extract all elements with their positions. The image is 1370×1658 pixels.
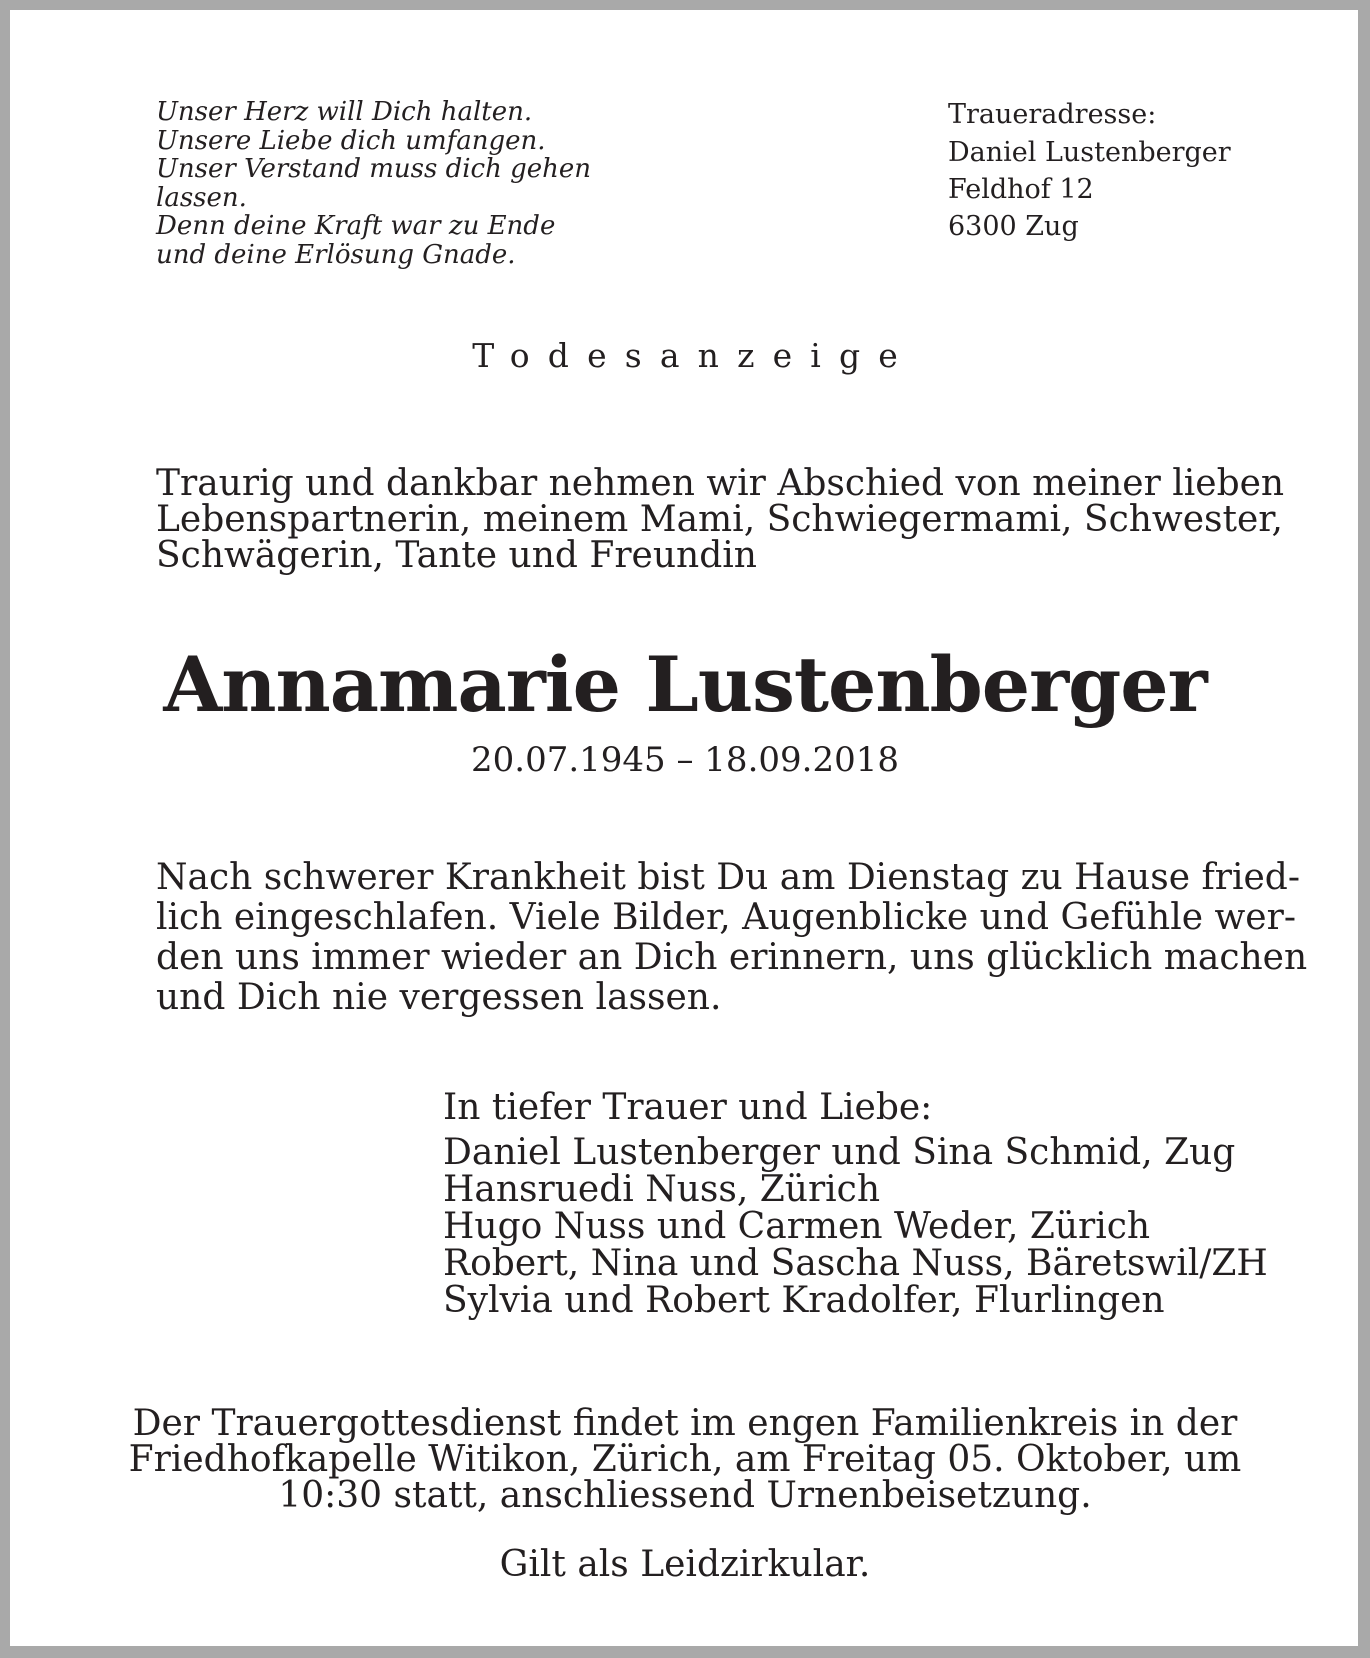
intro-text [156, 463, 1285, 576]
address-label: Traueradresse: [948, 99, 1157, 130]
body-text [156, 857, 1308, 1018]
intro-line: Traurig und dankbar nehmen wir Abschied von meiner lieben [156, 463, 1285, 504]
service-info [0, 1403, 1370, 1516]
address-name: Daniel Lustenberger [948, 137, 1231, 168]
body-line: lich eingeschlafen. Viele Bilder, Augenblicke und Gefühle wer- [156, 897, 1296, 938]
mourner-entry: Robert, Nina und Sascha Nuss, Bäretswil/ZH [443, 1243, 1268, 1284]
service-line: Friedhofkapelle Witikon, Zürich, am Freitag 05. Oktober, um [128, 1439, 1242, 1480]
poem-line: Unsere Liebe dich umfangen. [156, 125, 546, 156]
intro-line: Schwägerin, Tante und Freundin [156, 535, 757, 576]
mourner-entry: Daniel Lustenberger und Sina Schmid, Zug [443, 1132, 1236, 1173]
mourner-entry: Hugo Nuss und Carmen Weder, Zürich [443, 1206, 1151, 1247]
poem-line: lassen. [156, 182, 247, 213]
intro-line: Lebenspartnerin, meinem Mami, Schwiegermami, Schwester, [156, 499, 1283, 540]
closing-note: Gilt als Leidzirkular. [499, 1544, 871, 1585]
body-line: den uns immer wieder an Dich erinnern, uns glücklich machen [156, 937, 1308, 978]
service-line: 10:30 statt, anschliessend Urnenbeisetzung. [278, 1475, 1092, 1516]
address-street: Feldhof 12 [948, 174, 1094, 205]
service-line: Der Trauergottesdienst findet im engen Familienkreis in der [132, 1403, 1238, 1444]
poem-line: und deine Erlösung Gnade. [156, 239, 516, 270]
life-dates: 20.07.1945 – 18.09.2018 [471, 740, 899, 780]
body-line: Nach schwerer Krankheit bist Du am Dienstag zu Hause fried- [156, 857, 1301, 898]
mourning-address [948, 96, 1328, 245]
poem-line: Unser Verstand muss dich gehen [156, 154, 592, 184]
mourner-entry: Sylvia und Robert Kradolfer, Flurlingen [443, 1280, 1165, 1321]
deceased-name: Annamarie Lustenberger [163, 640, 1207, 729]
poem-line: Denn deine Kraft war zu Ende [156, 211, 556, 241]
mourners-label: In tiefer Trauer und Liebe: [443, 1087, 933, 1128]
poem-block [156, 98, 616, 269]
mourners-list [443, 1087, 1268, 1321]
address-city: 6300 Zug [948, 211, 1079, 242]
poem-line: Unser Herz will Dich halten. [156, 97, 533, 127]
notice-heading: Todesanzeige [472, 336, 916, 375]
mourner-entry: Hansruedi Nuss, Zürich [443, 1169, 881, 1210]
body-line: und Dich nie vergessen lassen. [156, 977, 722, 1018]
